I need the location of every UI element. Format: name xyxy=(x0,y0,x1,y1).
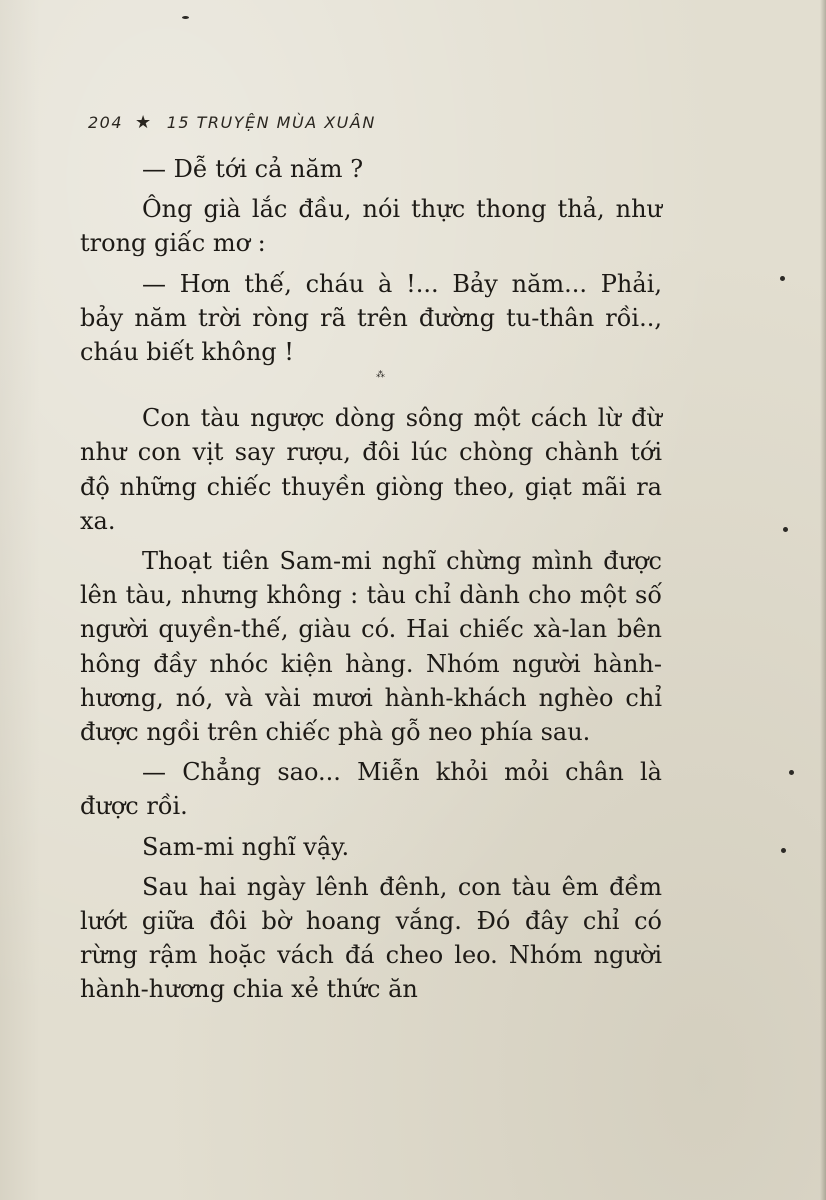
body-text xyxy=(80,152,662,1013)
paragraph: Con tàu ngược dòng sông một cách lừ đừ như con vịt say rượu, đôi lúc chòng chành tới độ những chiếc thuyền giòng theo, giạt mãi ra xa. xyxy=(80,404,662,535)
paragraph: Sam-mi nghĩ vậy. xyxy=(142,832,350,861)
running-header xyxy=(88,112,376,133)
paper-speck xyxy=(783,527,788,532)
page-number: 204 xyxy=(88,113,124,132)
paragraph: Sau hai ngày lênh đênh, con tàu êm đềm lướt giữa đôi bờ hoang vắng. Đó đây chỉ có rừng rậm hoặc vách đá cheo leo. Nhóm người hành-hương chia xẻ thức ăn xyxy=(80,872,662,1004)
paragraph: — Chẳng sao... Miễn khỏi mỏi chân là được rồi. xyxy=(80,758,662,821)
paragraph: — Hơn thế, cháu à !... Bảy năm... Phải, bảy năm trời ròng rã trên đường tu-thân rồi.., cháu biết không ! xyxy=(80,269,662,367)
page-edge-shadow xyxy=(820,0,826,1200)
paragraph: Ông già lắc đầu, nói thực thong thả, như trong giấc mơ : xyxy=(80,195,662,258)
paper-speck xyxy=(781,848,786,853)
paragraph: Thoạt tiên Sam-mi nghĩ chừng mình được lên tàu, nhưng không : tàu chỉ dành cho một số người quyền-thế, giàu có. Hai chiếc xà-lan bên hông đầy nhóc kiện hàng. Nhóm người hành-hương, nó, và vài mươi hành-khách nghèo chỉ được ngồi trên chiếc phà gỗ neo phía sau. xyxy=(80,547,662,747)
book-title: 15 TRUYỆN MÙA XUÂN xyxy=(166,113,376,132)
paper-speck xyxy=(182,16,189,19)
paper-speck xyxy=(780,276,785,281)
paper-speck xyxy=(789,770,794,775)
paragraph: — Dễ tới cả năm ? xyxy=(142,155,364,183)
asterism-icon: ⁂ xyxy=(376,370,385,381)
section-separator xyxy=(80,370,662,401)
star-icon: ★ xyxy=(135,112,153,133)
